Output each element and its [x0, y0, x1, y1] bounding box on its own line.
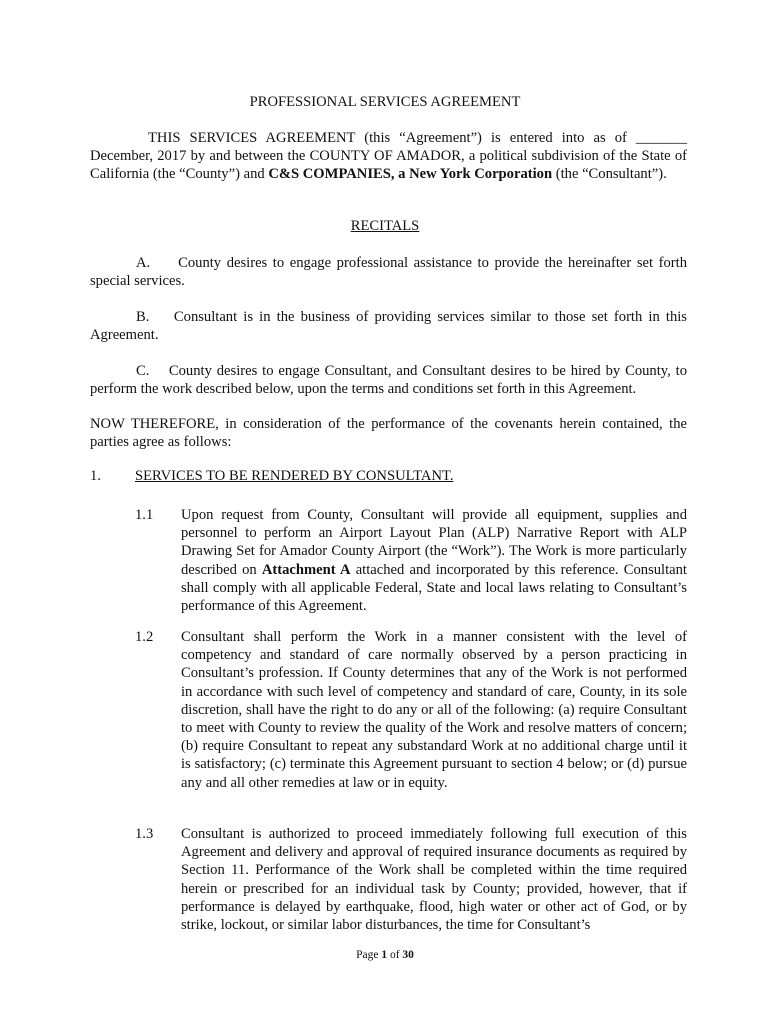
page-label: Page [356, 949, 382, 961]
subsection-1-2-number: 1.2 [135, 629, 154, 645]
subsection-1-1-text-2: attached and incorporated by this reference. Consultant shall comply with all applicable Federal, State and local laws relating to Consultant’s performance of this Agreement. [181, 561, 687, 615]
document-title: PROFESSIONAL SERVICES AGREEMENT [249, 94, 521, 110]
recital-b: B. Consultant is in the business of providing services similar to those set forth in this Agreement. [90, 309, 687, 344]
subsection-1-1-text [181, 506, 687, 615]
page-total: 30 [402, 949, 414, 961]
intro-paragraph [90, 129, 687, 184]
attachment-reference: Attachment A [261, 561, 351, 578]
subsection-1-2-text: Consultant shall perform the Work in a manner consistent with the level of competency and standard of care normally observed by a person practicing in Consultant’s profession. If County determines that any of the Work is not performed in accordance with such level of competency and standard of care, County, in its sole discretion, shall have the right to do any or all of the following: (a) require Consultant to meet with County to review the quality of the Work and resolve matters of concern; (b) require Consultant to repeat any substandard Work at no additional charge until it is satisfactory; (c) terminate this Agreement pursuant to section 4 below; or (d) pursue any and all other remedies at law or in equity. [181, 629, 687, 791]
subsection-1-1-text-1: Upon request from County, Consultant will provide all equipment, supplies and personnel to perform an Airport Layout Plan (ALP) Narrative Report with ALP Drawing Set for Amador County Airport (the “Work”). The Work is more particularly described on [181, 507, 687, 578]
subsection-1-3-text: Consultant is authorized to proceed immediately following full execution of this Agreement and delivery and approval of required insurance documents as required by Section 11. Performance of the Work shall be completed within the time required herein or prescribed for an individual task by County; provided, however, that if performance is delayed by earthquake, flood, high water or other act of God, or by strike, lockout, or similar labor disturbances, the time for Consultant’s [181, 826, 687, 934]
recitals-heading: RECITALS [350, 218, 420, 234]
intro-text-2: (the “Consultant”). [552, 166, 667, 183]
now-therefore-paragraph: NOW THEREFORE, in consideration of the performance of the covenants herein contained, the parties agree as follows: [90, 416, 687, 451]
section-1-title: SERVICES TO BE RENDERED BY CONSULTANT. [135, 468, 454, 484]
page-footer [0, 946, 770, 964]
section-1-number: 1. [90, 468, 101, 484]
intro-text-1: THIS SERVICES AGREEMENT (this “Agreement”) is entered into as of _______ December, 2017 by and between the COUNTY OF AMADOR, a political subdivision of the State of California (the “County”) and [90, 130, 687, 183]
subsection-1-3-number: 1.3 [135, 826, 154, 842]
recital-c: C. County desires to engage Consultant, and Consultant desires to be hired by County, to perform the work described below, upon the terms and conditions set forth in this Agreement. [90, 363, 687, 398]
page-of-label: of [387, 949, 403, 961]
intro-party-name: C&S COMPANIES, a New York Corporation [268, 166, 553, 183]
recital-a: A. County desires to engage professional assistance to provide the hereinafter set forth special services. [90, 255, 687, 290]
subsection-1-1-number: 1.1 [135, 507, 154, 523]
page-number: 1 [381, 949, 388, 961]
